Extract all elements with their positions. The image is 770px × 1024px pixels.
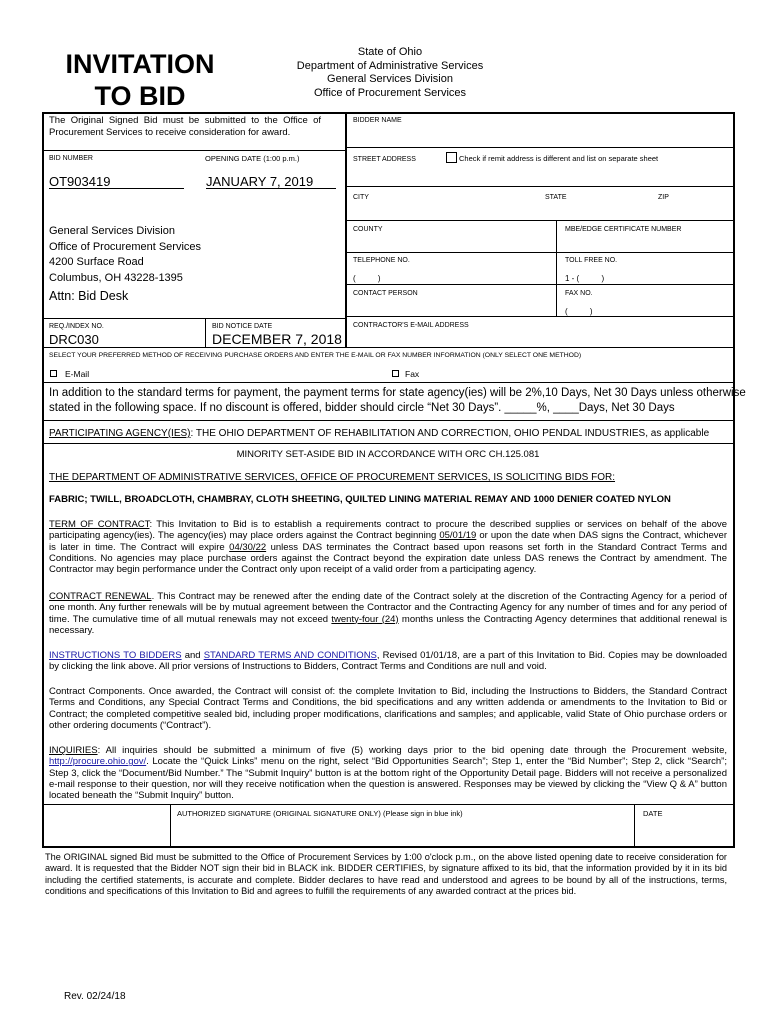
instructions-and: and bbox=[181, 650, 204, 661]
frame-bottom bbox=[42, 846, 735, 848]
renewal-label: CONTRACT RENEWAL bbox=[49, 591, 152, 602]
signature-col-line bbox=[634, 804, 635, 846]
title-line-1: INVITATION bbox=[65, 49, 215, 79]
agency-state: State of Ohio bbox=[357, 46, 423, 58]
email-label: CONTRACTOR'S E-MAIL ADDRESS bbox=[353, 322, 469, 329]
term-begin-date: 05/01/19 bbox=[439, 530, 477, 542]
fax-option-label: Fax bbox=[405, 369, 420, 379]
soliciting-statement: THE DEPARTMENT OF ADMINISTRATIVE SERVICES, OFFICE OF PROCUREMENT SERVICES, IS SOLICITING BIDS FOR: bbox=[49, 472, 616, 483]
bid-number-underline bbox=[49, 188, 184, 189]
bidder-row-line bbox=[346, 220, 733, 221]
left-col-line bbox=[205, 318, 206, 347]
req-index-label: REQ./INDEX NO. bbox=[49, 323, 104, 330]
city-label: CITY bbox=[353, 194, 369, 201]
telephone-value: ( ) bbox=[353, 274, 381, 283]
left-row-line bbox=[43, 150, 345, 151]
instructions-text: , Revised 01/01/18, are a part of this Invitation to Bid. Copies may be downloaded by clicking the link above. All prior versions of Instructions to Bidders, Contract Terms and Conditions are null and void. bbox=[49, 650, 727, 673]
frame-top bbox=[42, 112, 735, 114]
fax-value: ( ) bbox=[565, 307, 593, 316]
toll-free-label: TOLL FREE NO. bbox=[565, 257, 618, 264]
inquiries-paragraph bbox=[49, 745, 727, 801]
renewal-limit: twenty-four (24) bbox=[331, 613, 399, 625]
remit-checkbox[interactable] bbox=[446, 152, 457, 163]
bid-notice-date-value: DECEMBER 7, 2018 bbox=[212, 331, 342, 347]
frame-left bbox=[42, 112, 44, 848]
term-expire-date: 04/30/22 bbox=[229, 541, 267, 553]
participating-text: : THE OHIO DEPARTMENT OF REHABILITATION AND CORRECTION, OHIO PENDAL INDUSTRIES, as applicable bbox=[190, 428, 710, 439]
row-line-method bbox=[43, 347, 733, 348]
term-of-contract bbox=[49, 519, 727, 575]
address-line-2: Office of Procurement Services bbox=[49, 240, 202, 253]
toll-free-value: 1 - ( ) bbox=[565, 274, 605, 283]
remit-label: Check if remit address is different and list on separate sheet bbox=[459, 154, 659, 163]
fax-label: FAX NO. bbox=[565, 290, 593, 297]
bid-notice-date-label: BID NOTICE DATE bbox=[212, 323, 273, 330]
renewal-text-2: months unless the Contracting Agency determines that additional renewal is necessary. bbox=[49, 613, 727, 636]
term-text-2: or upon the date when DAS signs the Contract, whichever is later in time. The Contract will expire bbox=[49, 530, 727, 553]
document-title bbox=[50, 48, 230, 112]
inquiries-label: INQUIRIES bbox=[49, 745, 98, 756]
fax-checkbox[interactable] bbox=[392, 370, 399, 377]
address-line-1: General Services Division bbox=[49, 225, 175, 237]
agency-division: General Services Division bbox=[327, 73, 453, 85]
bid-number-value: OT903419 bbox=[49, 174, 111, 189]
county-label: COUNTY bbox=[353, 226, 383, 233]
contact-person-label: CONTACT PERSON bbox=[353, 290, 418, 297]
mbe-label: MBE/EDGE CERTIFICATE NUMBER bbox=[565, 226, 682, 233]
bidder-row-line bbox=[346, 316, 733, 317]
instructions-paragraph bbox=[49, 650, 727, 673]
original-bid-note: The ORIGINAL signed Bid must be submitted to the Office of Procurement Services by 1:00 o'clock p.m., on the above listed opening date to receive consideration for award. It is requested that the Bidder NOT sign their bid in BLACK ink. BIDDER CERTIFIES, by signature affixed to its bid, that the information provided by it in its bid including the certified statements, is accurate and complete. Bidder declares to have read and understood and agrees to be bound by all of the instructions, terms, conditions and specifications of this Invitation to Bid and agrees to fulfill the requirements of any awarded contract at the prices bid. bbox=[45, 852, 727, 896]
telephone-label: TELEPHONE NO. bbox=[353, 257, 410, 264]
participating-label: PARTICIPATING AGENCY(IES) bbox=[49, 428, 191, 439]
address-line-3: 4200 Surface Road bbox=[49, 256, 144, 268]
row-line-participating bbox=[43, 420, 733, 421]
term-text-1: : This Invitation to Bid is to establish a requirements contract to procure the described supplies or services on behalf of the above participating agency(ies). The agency(ies) may place orders against the Contract beginning bbox=[49, 519, 728, 542]
bidder-col-line bbox=[556, 220, 557, 316]
payment-terms-line-1: In addition to the standard terms for payment, the payment terms for state agency(ies) will be 2%,10 Days, Net 30 Days unless otherwise bbox=[49, 387, 746, 399]
revision-date: Rev. 02/24/18 bbox=[64, 991, 126, 1002]
submit-note: The Original Signed Bid must be submitted to the Office of Procurement Services to receive consideration for award. bbox=[49, 115, 321, 138]
opening-date-label: OPENING DATE (1:00 p.m.) bbox=[205, 154, 300, 163]
req-index-value: DRC030 bbox=[49, 332, 99, 347]
item-description: FABRIC; TWILL, BROADCLOTH, CHAMBRAY, CLOTH SHEETING, QUILTED LINING MATERIAL REMAY AND 1000 DENIER COATED NYLON bbox=[49, 494, 671, 505]
row-line-signature bbox=[43, 804, 733, 805]
method-label: SELECT YOUR PREFERRED METHOD OF RECEIVING PURCHASE ORDERS AND ENTER THE E-MAIL OR FAX NUMBER INFORMATION (ONLY SELECT ONE METHOD) bbox=[49, 352, 582, 359]
minority-setaside: MINORITY SET-ASIDE BID IN ACCORDANCE WITH ORC CH.125.081 bbox=[236, 449, 540, 460]
row-line-body bbox=[43, 443, 733, 444]
frame-right bbox=[733, 112, 735, 848]
title-line-2: TO BID bbox=[94, 81, 186, 111]
renewal-text-1: . This Contract may be renewed after the ending date of the Contract solely at the discretion of the Contracting Agency for a period of one month. Any further renewals will be by mutual agreement between the Contractor and the Contracting Agency for any number of times and for any period of time. The cumulative time of all mutual renewals may not exceed bbox=[49, 591, 727, 625]
agency-office: Office of Procurement Services bbox=[313, 86, 467, 99]
contract-renewal bbox=[49, 591, 727, 636]
attn-line: Attn: Bid Desk bbox=[49, 289, 129, 303]
email-checkbox[interactable] bbox=[50, 370, 57, 377]
mailing-address bbox=[49, 224, 201, 286]
signature-label: AUTHORIZED SIGNATURE (ORIGINAL SIGNATURE ONLY) (Please sign in blue ink) bbox=[177, 809, 463, 818]
bidder-name-label: BIDDER NAME bbox=[353, 117, 402, 124]
signature-col-line bbox=[170, 804, 171, 846]
bid-number-label: BID NUMBER bbox=[49, 155, 93, 162]
agency-department: Department of Administrative Services bbox=[296, 59, 484, 72]
payment-terms bbox=[49, 386, 746, 415]
agency-header bbox=[270, 46, 510, 100]
state-label: STATE bbox=[545, 194, 567, 201]
email-option-label: E-Mail bbox=[65, 369, 90, 379]
row-line-terms bbox=[43, 382, 733, 383]
term-label: TERM OF CONTRACT bbox=[49, 519, 150, 530]
bidder-row-line bbox=[346, 186, 733, 187]
signature-field[interactable] bbox=[172, 818, 632, 844]
address-line-4: Columbus, OH 43228-1395 bbox=[49, 271, 183, 284]
date-field[interactable] bbox=[636, 818, 731, 844]
contract-components: Contract Components. Once awarded, the Contract will consist of: the complete Invitation to Bid, including the Instructions to Bidders, the Standard Contract Terms and Conditions, any Special Contract Terms and Conditions, the bid specifications and any written addenda or amendments to the Invitation to Bid or Contract; the completed competitive sealed bid, including proper modifications, clarifications and samples; and applicable, valid State of Ohio purchase orders or other ordering documents (“Contract”). bbox=[49, 686, 727, 731]
zip-label: ZIP bbox=[658, 194, 669, 201]
procure-website-link[interactable]: http://procure.ohio.gov/ bbox=[49, 756, 147, 768]
bidder-row-line bbox=[346, 252, 733, 253]
term-text-3: unless DAS terminates the Contract based upon reasons set forth in the Standard Contract Terms and Conditions. No agencies may place purchase orders against the Contract beyond the expiration date unless DAS renews the Contract by amendment. The Contractor may begin performance under the Contract only upon receipt of a valid order from a participating agency. bbox=[49, 541, 727, 576]
standard-terms-link[interactable]: STANDARD TERMS AND CONDITIONS bbox=[203, 650, 377, 661]
street-address-label: STREET ADDRESS bbox=[353, 156, 416, 163]
opening-date-value: JANUARY 7, 2019 bbox=[206, 174, 314, 189]
opening-date-underline bbox=[206, 188, 336, 189]
left-row-line bbox=[43, 318, 345, 319]
payment-terms-line-2: stated in the following space. If no discount is offered, bidder should circle “Net 30 Days”. _____%, ____Days, Net 30 Days bbox=[49, 401, 675, 414]
inquiries-text-2: . Locate the “Quick Links” menu on the right, select “Bid Opportunities Search”; Step 1, enter the “Bid Number”; Step 2, click “Search”; Step 3, click the “Document/Bid Number.” The “Submit Inquiry” button is at the bottom right of the Opportunity Detail page. Bidders will not receive a personalized e-mail response to their question, nor will they receive notification when the question is answered. Responses may be viewed by clicking the “View Q & A” button located beneath the “Submit Inquiry” button. bbox=[49, 756, 727, 802]
participating-agencies bbox=[49, 428, 709, 439]
date-label: DATE bbox=[643, 809, 663, 818]
instructions-to-bidders-link[interactable]: INSTRUCTIONS TO BIDDERS bbox=[49, 650, 182, 661]
inquiries-text-1: : All inquiries should be submitted a minimum of five (5) working days prior to the bid opening date through the Procurement website, bbox=[97, 745, 727, 756]
bidder-row-line bbox=[346, 147, 733, 148]
bidder-row-line bbox=[346, 284, 733, 285]
